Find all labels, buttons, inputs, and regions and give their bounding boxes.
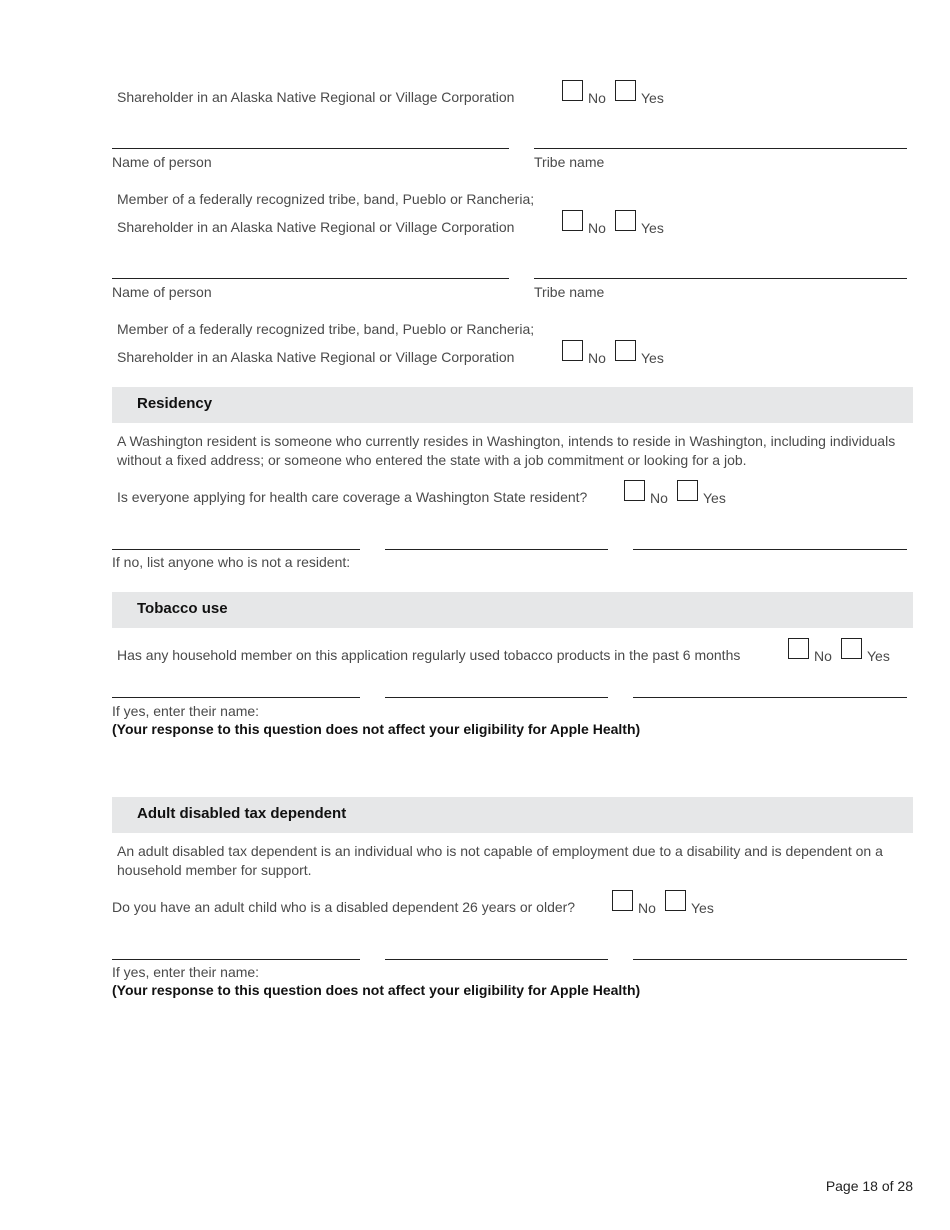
dependent-name-field[interactable] (385, 959, 608, 960)
tribe-name-label: Tribe name (534, 154, 605, 170)
name-of-person-field[interactable] (112, 148, 509, 149)
member-no-checkbox[interactable] (562, 210, 583, 231)
residency-no-checkbox[interactable] (624, 480, 645, 501)
shareholder-question: Shareholder in an Alaska Native Regional or Village Corporation (117, 219, 515, 235)
tribe-name-field[interactable] (534, 148, 907, 149)
name-of-person-label: Name of person (112, 284, 212, 300)
yes-label: Yes (641, 350, 664, 366)
disabled-dependent-description: An adult disabled tax dependent is an individual who is not capable of employment due to a disability and is dependent on a household member for support. (117, 843, 883, 878)
page-number: Page 18 of 28 (825, 1178, 913, 1194)
disabled-eligibility-note: (Your response to this question does not affect your eligibility for Apple Health) (112, 982, 641, 998)
yes-label: Yes (641, 220, 664, 236)
shareholder-no-checkbox[interactable] (562, 80, 583, 101)
no-label: No (588, 350, 606, 366)
tobacco-no-checkbox[interactable] (788, 638, 809, 659)
residency-title: Residency (137, 395, 213, 412)
tobacco-question: Has any household member on this application regularly used tobacco products in the past 6 months (117, 647, 741, 663)
dependent-name-field[interactable] (112, 959, 360, 960)
tobacco-user-name-field[interactable] (385, 697, 608, 698)
yes-label: Yes (703, 490, 726, 506)
tobacco-section-header (112, 592, 913, 628)
tobacco-user-name-field[interactable] (633, 697, 907, 698)
tobacco-user-name-field[interactable] (112, 697, 360, 698)
shareholder-question: Shareholder in an Alaska Native Regional or Village Corporation (117, 89, 515, 105)
member-no-checkbox[interactable] (562, 340, 583, 361)
no-label: No (638, 900, 656, 916)
name-of-person-field[interactable] (112, 278, 509, 279)
disabled-dependent-section-header (112, 797, 913, 833)
no-label: No (814, 648, 832, 664)
no-label: No (588, 90, 606, 106)
non-resident-list-label: If no, list anyone who is not a resident: (112, 554, 351, 570)
no-label: No (650, 490, 668, 506)
name-of-person-label: Name of person (112, 154, 212, 170)
yes-label: Yes (867, 648, 890, 664)
member-question: Member of a federally recognized tribe, band, Pueblo or Rancheria; (117, 321, 535, 337)
non-resident-name-field[interactable] (385, 549, 608, 550)
tribe-name-field[interactable] (534, 278, 907, 279)
tobacco-title: Tobacco use (137, 600, 228, 617)
dependent-name-field[interactable] (633, 959, 907, 960)
tribe-name-label: Tribe name (534, 284, 605, 300)
dependent-name-label: If yes, enter their name: (112, 964, 260, 980)
residency-description: A Washington resident is someone who currently resides in Washington, intends to reside in Washington, including individuals without a fixed address; or someone who entered the state with a job commitment or looking for a job. (117, 433, 896, 468)
residency-section-header (112, 387, 913, 423)
residency-question: Is everyone applying for health care coverage a Washington State resident? (117, 489, 588, 505)
tobacco-name-label: If yes, enter their name: (112, 703, 260, 719)
disabled-dependent-yes-checkbox[interactable] (665, 890, 686, 911)
shareholder-yes-checkbox[interactable] (615, 80, 636, 101)
member-question: Member of a federally recognized tribe, band, Pueblo or Rancheria; (117, 191, 535, 207)
disabled-dependent-title: Adult disabled tax dependent (137, 805, 347, 822)
non-resident-name-field[interactable] (112, 549, 360, 550)
disabled-dependent-question: Do you have an adult child who is a disabled dependent 26 years or older? (112, 899, 576, 915)
tobacco-yes-checkbox[interactable] (841, 638, 862, 659)
non-resident-name-field[interactable] (633, 549, 907, 550)
yes-label: Yes (641, 90, 664, 106)
shareholder-question: Shareholder in an Alaska Native Regional or Village Corporation (117, 349, 515, 365)
yes-label: Yes (691, 900, 714, 916)
tobacco-eligibility-note: (Your response to this question does not affect your eligibility for Apple Health) (112, 721, 641, 737)
disabled-dependent-no-checkbox[interactable] (612, 890, 633, 911)
member-yes-checkbox[interactable] (615, 340, 636, 361)
member-yes-checkbox[interactable] (615, 210, 636, 231)
no-label: No (588, 220, 606, 236)
residency-yes-checkbox[interactable] (677, 480, 698, 501)
